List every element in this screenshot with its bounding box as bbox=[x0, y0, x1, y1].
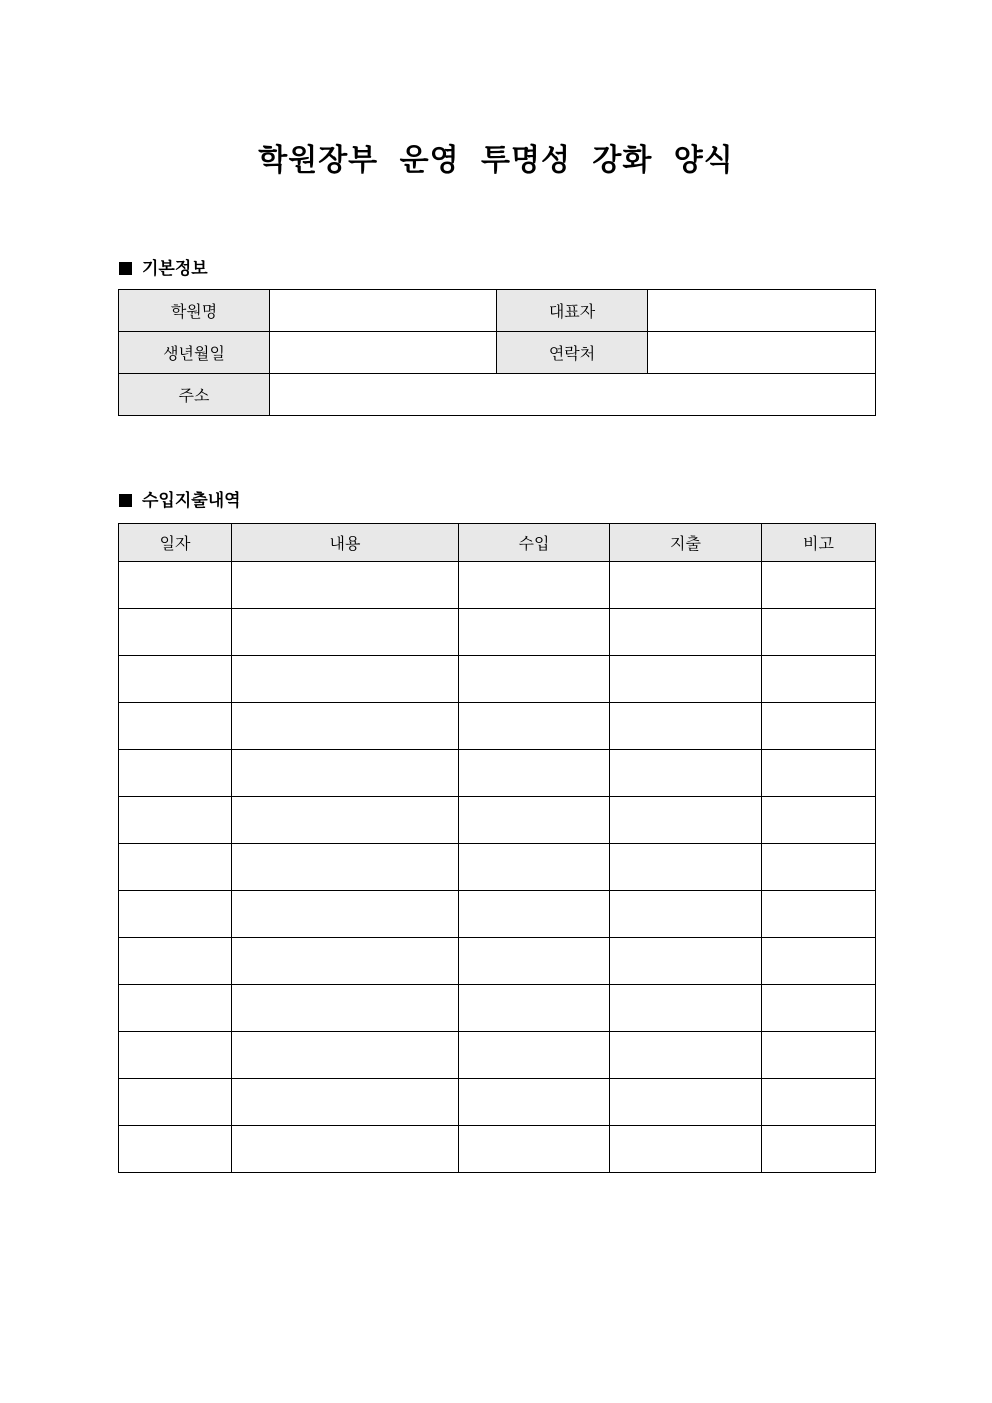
note-cell[interactable] bbox=[762, 609, 876, 656]
ledger-body bbox=[119, 562, 876, 1173]
column-header-content: 내용 bbox=[232, 524, 459, 562]
date-cell[interactable] bbox=[119, 797, 232, 844]
document-title: 학원장부 운영 투명성 강화 양식 bbox=[258, 143, 734, 178]
content-cell[interactable] bbox=[232, 703, 459, 750]
income-cell[interactable] bbox=[459, 797, 610, 844]
academy-name-label: 학원명 bbox=[119, 290, 270, 332]
birth-date-label: 생년월일 bbox=[119, 332, 270, 374]
table-row bbox=[119, 703, 876, 750]
table-row bbox=[119, 891, 876, 938]
expense-cell[interactable] bbox=[610, 1126, 762, 1173]
contact-field[interactable] bbox=[648, 332, 876, 374]
date-cell[interactable] bbox=[119, 609, 232, 656]
table-row bbox=[119, 1126, 876, 1173]
expense-cell[interactable] bbox=[610, 891, 762, 938]
table-row bbox=[119, 938, 876, 985]
income-cell[interactable] bbox=[459, 844, 610, 891]
basic-info-heading-text: 기본정보 bbox=[142, 259, 208, 279]
info-row-1 bbox=[119, 290, 876, 332]
column-header-income: 수입 bbox=[459, 524, 610, 562]
content-cell[interactable] bbox=[232, 656, 459, 703]
date-cell[interactable] bbox=[119, 562, 232, 609]
income-cell[interactable] bbox=[459, 891, 610, 938]
column-header-expense: 지출 bbox=[610, 524, 762, 562]
expense-cell[interactable] bbox=[610, 750, 762, 797]
content-cell[interactable] bbox=[232, 844, 459, 891]
note-cell[interactable] bbox=[762, 985, 876, 1032]
note-cell[interactable] bbox=[762, 891, 876, 938]
address-field[interactable] bbox=[270, 374, 876, 416]
info-row-3 bbox=[119, 374, 876, 416]
table-row bbox=[119, 750, 876, 797]
content-cell[interactable] bbox=[232, 1079, 459, 1126]
birth-date-field[interactable] bbox=[270, 332, 497, 374]
ledger-heading bbox=[119, 486, 241, 511]
content-cell[interactable] bbox=[232, 891, 459, 938]
date-cell[interactable] bbox=[119, 750, 232, 797]
content-cell[interactable] bbox=[232, 985, 459, 1032]
square-bullet-icon bbox=[119, 494, 132, 507]
income-cell[interactable] bbox=[459, 562, 610, 609]
ledger-table bbox=[118, 523, 876, 1173]
note-cell[interactable] bbox=[762, 562, 876, 609]
date-cell[interactable] bbox=[119, 1126, 232, 1173]
content-cell[interactable] bbox=[232, 938, 459, 985]
content-cell[interactable] bbox=[232, 609, 459, 656]
expense-cell[interactable] bbox=[610, 797, 762, 844]
expense-cell[interactable] bbox=[610, 656, 762, 703]
table-row bbox=[119, 1079, 876, 1126]
expense-cell[interactable] bbox=[610, 1079, 762, 1126]
ledger-header-row bbox=[119, 524, 876, 562]
table-row bbox=[119, 985, 876, 1032]
income-cell[interactable] bbox=[459, 750, 610, 797]
basic-info-table bbox=[118, 289, 876, 416]
square-bullet-icon bbox=[119, 262, 132, 275]
note-cell[interactable] bbox=[762, 844, 876, 891]
expense-cell[interactable] bbox=[610, 562, 762, 609]
expense-cell[interactable] bbox=[610, 1032, 762, 1079]
date-cell[interactable] bbox=[119, 938, 232, 985]
date-cell[interactable] bbox=[119, 985, 232, 1032]
date-cell[interactable] bbox=[119, 656, 232, 703]
info-row-2 bbox=[119, 332, 876, 374]
ledger-heading-text: 수입지출내역 bbox=[142, 491, 241, 511]
expense-cell[interactable] bbox=[610, 938, 762, 985]
basic-info-heading bbox=[119, 254, 208, 279]
income-cell[interactable] bbox=[459, 609, 610, 656]
note-cell[interactable] bbox=[762, 1126, 876, 1173]
table-row bbox=[119, 844, 876, 891]
academy-name-field[interactable] bbox=[270, 290, 497, 332]
note-cell[interactable] bbox=[762, 797, 876, 844]
content-cell[interactable] bbox=[232, 1126, 459, 1173]
content-cell[interactable] bbox=[232, 1032, 459, 1079]
income-cell[interactable] bbox=[459, 656, 610, 703]
expense-cell[interactable] bbox=[610, 609, 762, 656]
note-cell[interactable] bbox=[762, 703, 876, 750]
note-cell[interactable] bbox=[762, 938, 876, 985]
income-cell[interactable] bbox=[459, 1032, 610, 1079]
note-cell[interactable] bbox=[762, 656, 876, 703]
table-row bbox=[119, 656, 876, 703]
column-header-note: 비고 bbox=[762, 524, 876, 562]
note-cell[interactable] bbox=[762, 1079, 876, 1126]
date-cell[interactable] bbox=[119, 703, 232, 750]
representative-field[interactable] bbox=[648, 290, 876, 332]
income-cell[interactable] bbox=[459, 985, 610, 1032]
content-cell[interactable] bbox=[232, 562, 459, 609]
income-cell[interactable] bbox=[459, 938, 610, 985]
representative-label: 대표자 bbox=[497, 290, 648, 332]
income-cell[interactable] bbox=[459, 1079, 610, 1126]
note-cell[interactable] bbox=[762, 750, 876, 797]
table-row bbox=[119, 797, 876, 844]
note-cell[interactable] bbox=[762, 1032, 876, 1079]
date-cell[interactable] bbox=[119, 1079, 232, 1126]
date-cell[interactable] bbox=[119, 844, 232, 891]
income-cell[interactable] bbox=[459, 703, 610, 750]
expense-cell[interactable] bbox=[610, 985, 762, 1032]
content-cell[interactable] bbox=[232, 750, 459, 797]
table-row bbox=[119, 562, 876, 609]
income-cell[interactable] bbox=[459, 1126, 610, 1173]
address-label: 주소 bbox=[119, 374, 270, 416]
table-row bbox=[119, 609, 876, 656]
content-cell[interactable] bbox=[232, 797, 459, 844]
table-row bbox=[119, 1032, 876, 1079]
expense-cell[interactable] bbox=[610, 844, 762, 891]
date-cell[interactable] bbox=[119, 1032, 232, 1079]
date-cell[interactable] bbox=[119, 891, 232, 938]
contact-label: 연락처 bbox=[497, 332, 648, 374]
column-header-date: 일자 bbox=[119, 524, 232, 562]
expense-cell[interactable] bbox=[610, 703, 762, 750]
